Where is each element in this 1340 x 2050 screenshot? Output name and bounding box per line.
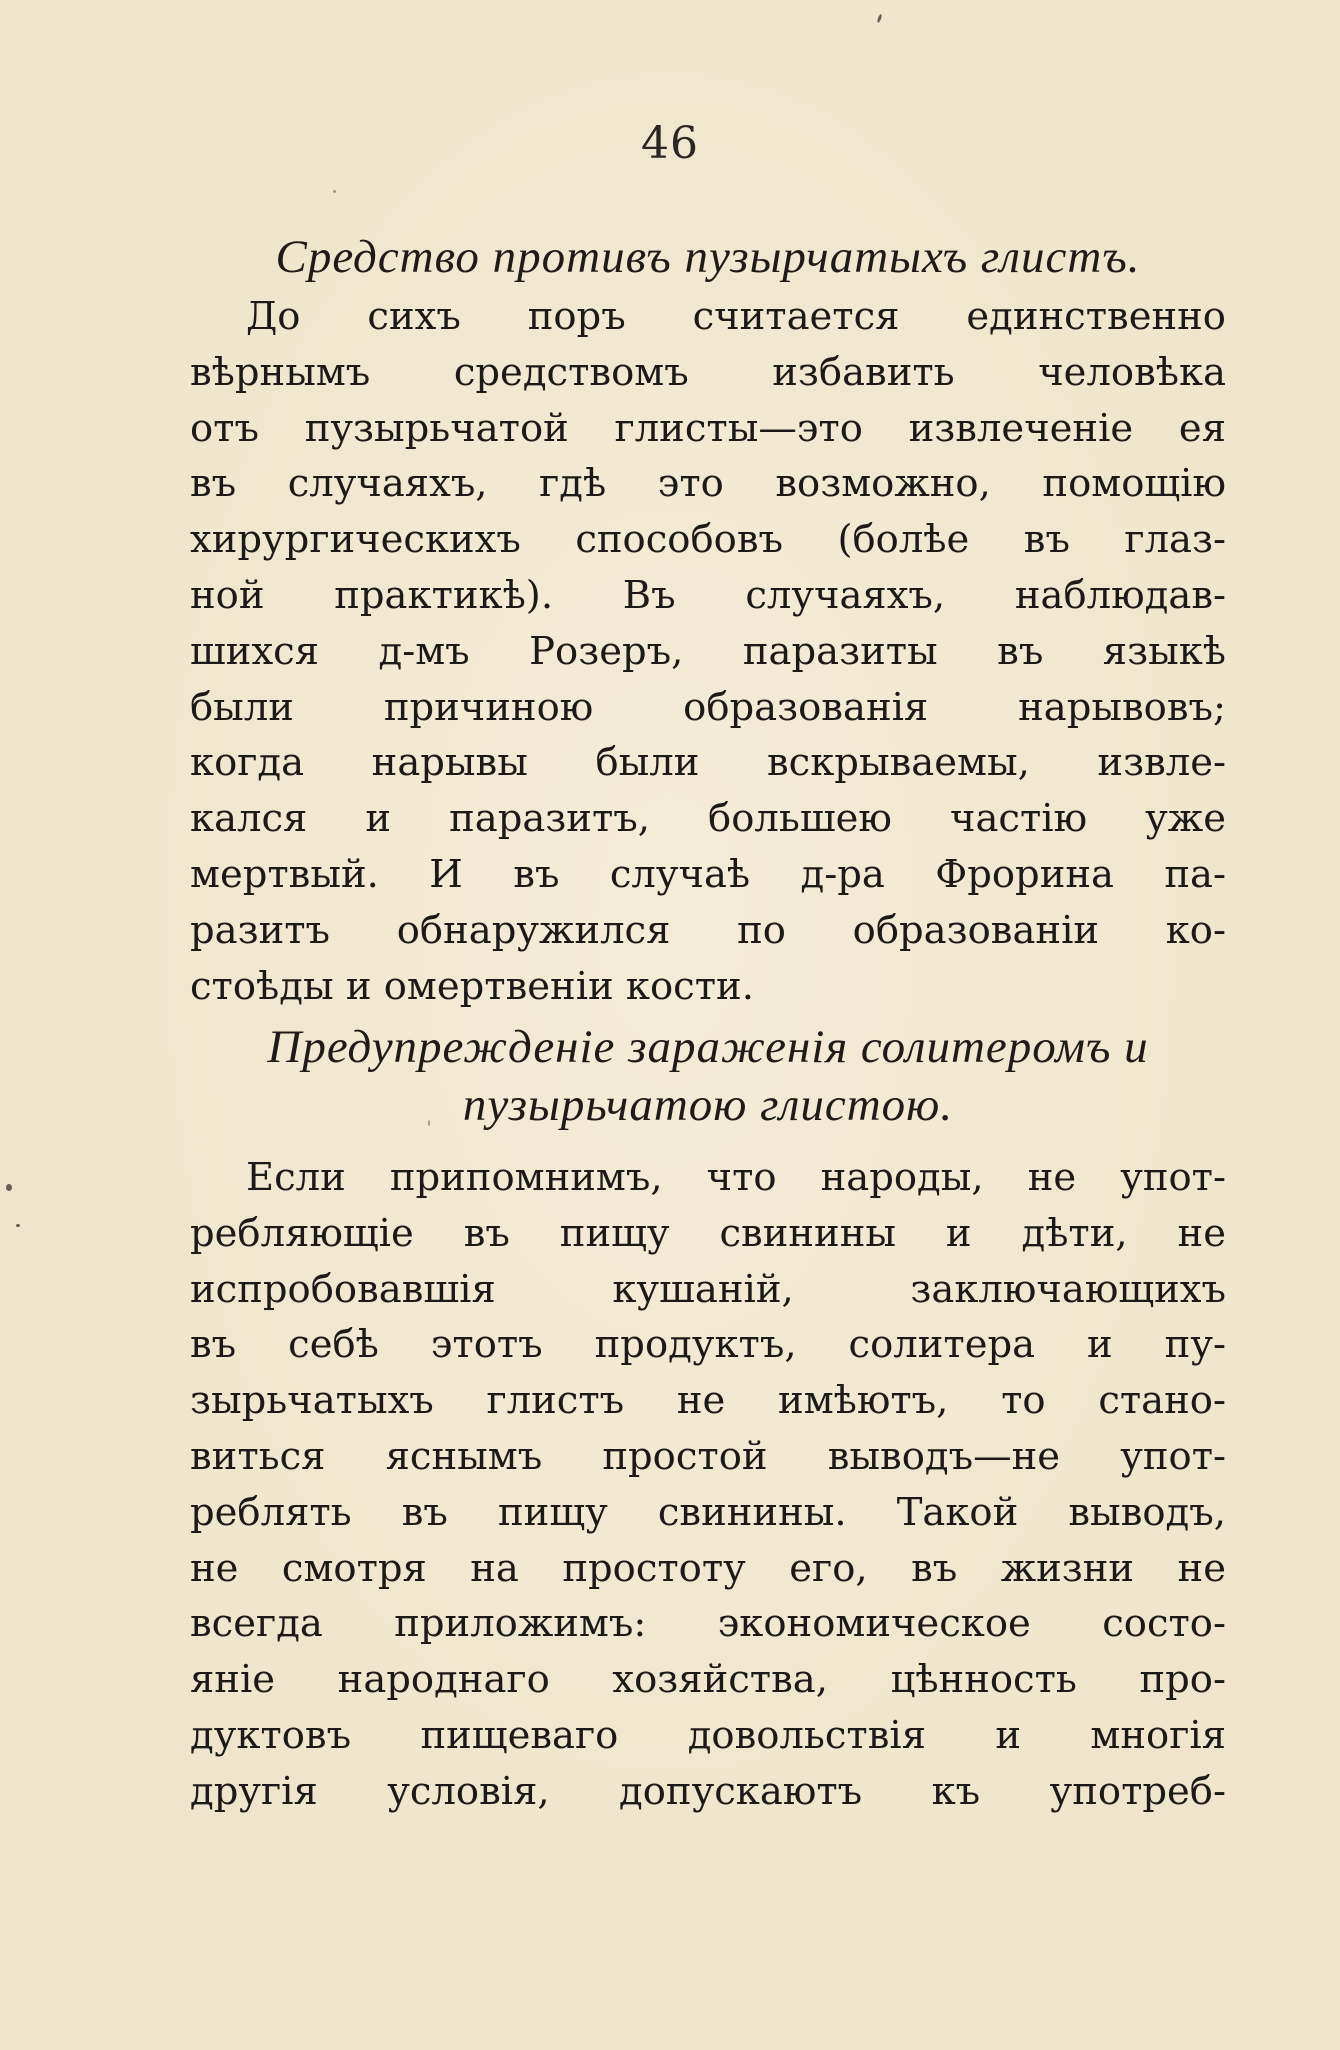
text-line: хирургическихъ способовъ (болѣе въ глаз- xyxy=(190,517,1226,563)
heading-line: пузырьчатою глистою. xyxy=(462,1079,954,1131)
section-heading-remedy: Средство противъ пузырчатыхъ глистъ. xyxy=(275,231,1141,283)
text-line: дуктовъ пищеваго довольствія и многія xyxy=(190,1712,1226,1758)
ink-speck xyxy=(333,190,336,193)
paragraph-remedy xyxy=(190,289,1226,1014)
text-line: ребляющіе въ пищу свинины и дѣти, не xyxy=(190,1210,1226,1256)
text-line: вѣрнымъ средствомъ избавить человѣка xyxy=(190,349,1226,395)
text-line: стоѣды и омертвеніи кости. xyxy=(190,963,754,1009)
text-line: реблять въ пищу свинины. Такой выводъ, xyxy=(190,1489,1226,1535)
section-heading-prevention xyxy=(190,1018,1226,1134)
text-line: кался и паразитъ, большею частію уже xyxy=(190,796,1226,842)
ink-speck xyxy=(428,1120,430,1126)
ink-speck xyxy=(877,14,883,23)
text-line: другія условія, допускаютъ къ употреб- xyxy=(190,1768,1226,1814)
text-line: были причиною образованія нарывовъ; xyxy=(190,684,1226,730)
page-number: 46 xyxy=(641,118,699,169)
text-line: До сихъ поръ считается единственно xyxy=(246,294,1226,339)
text-line: яніе народнаго хозяйства, цѣнность про- xyxy=(190,1657,1226,1703)
text-line: когда нарывы были вскрываемы, извле- xyxy=(190,740,1226,786)
text-line: испробовавшія кушаній, заключающихъ xyxy=(190,1266,1226,1312)
heading-line: Предупрежденіе зараженія солитеромъ и xyxy=(267,1021,1149,1073)
text-line: зырьчатыхъ глистъ не имѣютъ, то стано- xyxy=(190,1378,1226,1424)
text-line: отъ пузырьчатой глисты—это извлеченіе ея xyxy=(190,405,1226,451)
text-line: всегда приложимъ: экономическое состо- xyxy=(190,1601,1226,1647)
text-line: не смотря на простоту его, въ жизни не xyxy=(190,1545,1226,1591)
text-line: мертвый. И въ случаѣ д-ра Фрорина па- xyxy=(190,851,1226,897)
ink-speck xyxy=(16,1224,20,1227)
text-line: разитъ обнаружился по образованіи ко- xyxy=(190,907,1226,953)
text-line: въ себѣ этотъ продуктъ, солитера и пу- xyxy=(190,1322,1226,1368)
paragraph-prevention xyxy=(190,1150,1226,1820)
text-line: шихся д-мъ Розеръ, паразиты въ языкѣ xyxy=(190,628,1226,674)
text-line: ной практикѣ). Въ случаяхъ, наблюдав- xyxy=(190,572,1226,618)
text-line: въ случаяхъ, гдѣ это возможно, помощію xyxy=(190,461,1226,507)
text-line: виться яснымъ простой выводъ—не упот- xyxy=(190,1433,1226,1479)
text-line: Если припомнимъ, что народы, не упот- xyxy=(246,1155,1226,1200)
ink-speck xyxy=(6,1184,12,1191)
